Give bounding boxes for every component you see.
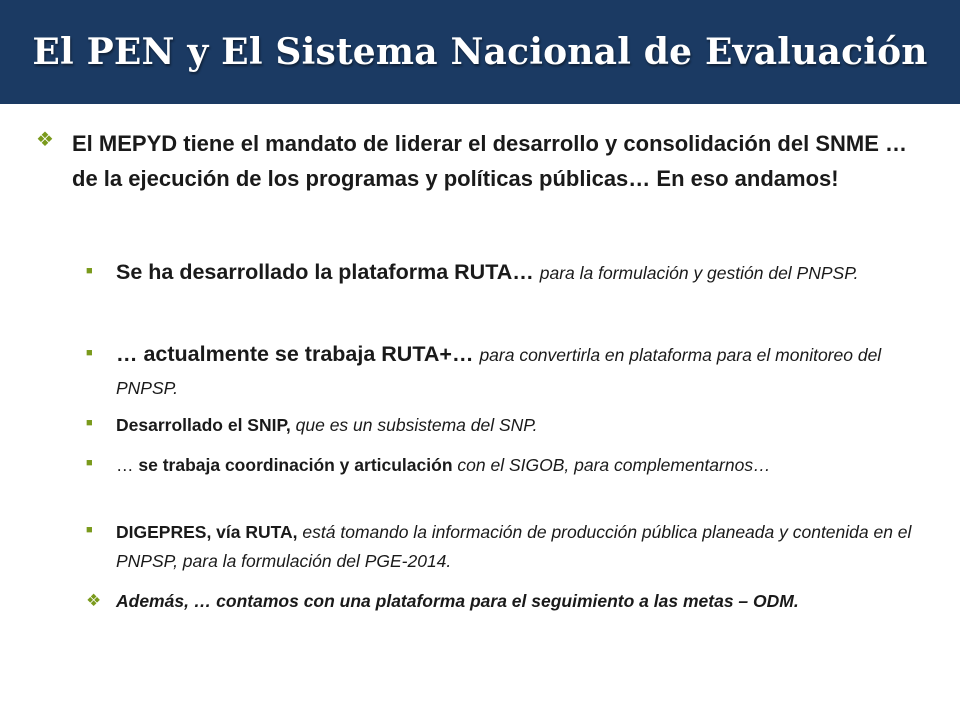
sub-item-bold: … actualmente se trabaja RUTA+… xyxy=(116,342,474,366)
sub-item-italic: que es un subsistema del SNP. xyxy=(295,415,538,435)
odm-bullet xyxy=(86,587,916,616)
sub-item-bold: se trabaja coordinación y articulación xyxy=(138,455,453,475)
sub-item-lead: … xyxy=(116,455,134,475)
sub-item-italic: con el SIGOB, para complementarnos… xyxy=(457,455,771,475)
sub-item-bold: DIGEPRES, vía RUTA, xyxy=(116,522,298,542)
title-bar xyxy=(0,0,960,104)
square-bullet-icon: ■ xyxy=(86,417,93,429)
main-bullet xyxy=(36,126,916,196)
sub-item-snip xyxy=(86,411,916,440)
square-bullet-icon: ■ xyxy=(86,524,93,536)
sub-item-italic: para convertirla en plataforma para el monitoreo del PNPSP. xyxy=(116,345,882,398)
sub-item-italic: está tomando la información de producción pública planeada y contenida en el PNPSP, para la formulación del PGE-2014. xyxy=(116,522,912,571)
sub-item-text xyxy=(116,338,916,404)
square-bullet-icon: ■ xyxy=(86,265,93,277)
sub-item-text xyxy=(116,256,916,289)
sub-item-bold: Desarrollado el SNIP, xyxy=(116,415,291,435)
diamond-cluster-icon: ❖ xyxy=(86,591,102,610)
sub-item-text xyxy=(116,451,916,480)
odm-bullet-text: Además, … contamos con una plataforma para el seguimiento a las metas – ODM. xyxy=(116,591,799,611)
sub-item-italic: para la formulación y gestión del PNPSP. xyxy=(539,263,859,283)
sub-item-sigob xyxy=(86,451,916,480)
sub-item-digepres xyxy=(86,518,916,576)
main-bullet-text: El MEPYD tiene el mandato de liderar el desarrollo y consolidación del SNME … de la ejecución de los programas y políticas públicas… En eso andamos! xyxy=(72,131,907,191)
sub-item-ruta-plus xyxy=(86,338,916,404)
diamond-cluster-icon: ❖ xyxy=(36,129,54,151)
square-bullet-icon: ■ xyxy=(86,457,93,469)
sub-item-text xyxy=(116,518,916,576)
sub-item-bold: Se ha desarrollado la plataforma RUTA… xyxy=(116,260,534,284)
square-bullet-icon: ■ xyxy=(86,347,93,359)
slide-title: El PEN y El Sistema Nacional de Evaluación xyxy=(32,31,928,73)
sub-item-text xyxy=(116,411,916,440)
sub-item-ruta xyxy=(86,256,916,289)
